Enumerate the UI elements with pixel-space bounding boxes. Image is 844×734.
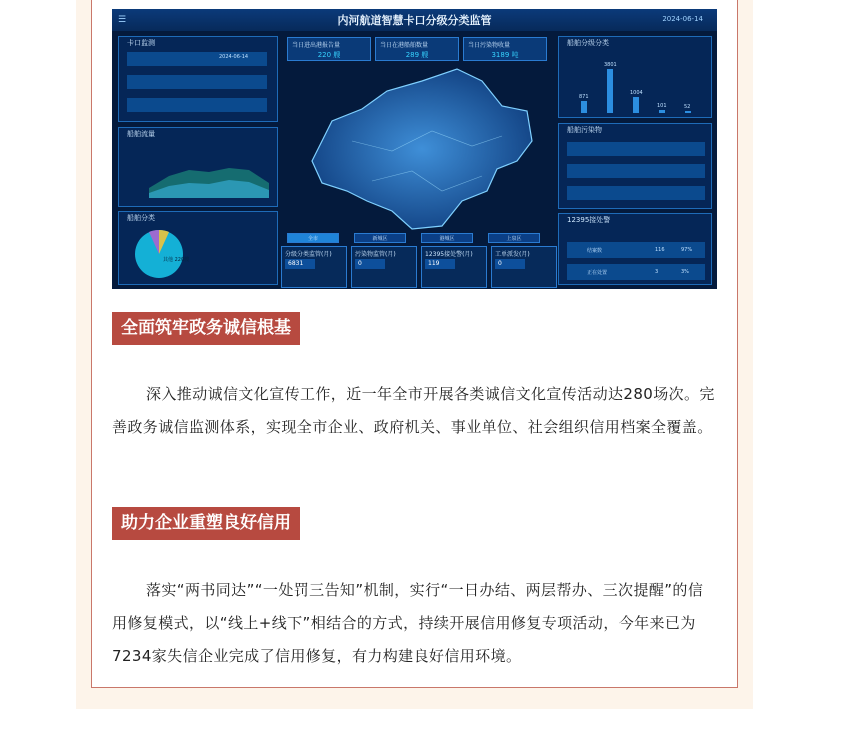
section-heading: 助力企业重塑良好信用 [112,507,300,540]
panel-title: 船舶分级分类 [567,39,609,47]
list-item [567,164,705,178]
bar [581,101,587,113]
kpi-label: 当日进出港报告量 [292,42,341,49]
row-label: 正在处置 [587,270,608,276]
pollution-panel [558,123,712,209]
dashboard-title: 内河航道智慧卡口分级分类监管 [337,14,492,27]
flow-chart [119,128,279,208]
checkpoint-time: 2024-06-14 [219,54,249,60]
list-item [567,242,705,258]
hotline-panel [558,213,712,285]
bar [633,97,639,113]
stat-label: 污染物监管(月) [355,251,396,258]
stat-label: 12395接处警(月) [425,251,473,258]
stat-card [281,246,347,288]
panel-title: 船舶流量 [127,130,155,138]
stat-card [421,246,487,288]
row-count: 116 [655,247,665,253]
tab-district[interactable]: 上泉区 [488,233,540,243]
row-count: 3 [655,269,659,275]
row-label: 结案数 [587,248,603,254]
kpi-label: 当日在港船舶数量 [380,42,429,49]
bar [685,111,691,113]
bar-label: 871 [579,94,589,100]
tab-district[interactable]: 港城区 [421,233,473,243]
panel-title: 卡口监测 [127,39,155,47]
bar-label: 101 [657,103,667,109]
flow-panel [118,127,278,207]
row-pct: 97% [681,247,693,253]
bar-chart [571,59,701,113]
kpi-value: 289 艘 [405,51,429,59]
stat-value: 6831 [285,259,315,269]
stat-value: 0 [355,259,385,269]
list-item [567,186,705,200]
stat-label: 工单派发(月) [495,251,530,258]
dashboard-date: 2024-06-14 [662,15,703,23]
list-item [127,98,267,112]
stat-card [491,246,557,288]
panel-title: 船舶污染物 [567,126,602,134]
stat-value: 0 [495,259,525,269]
list-item [127,75,267,89]
bar [659,110,665,113]
bar-label: 3801 [604,62,617,68]
panel-title: 12395接处警 [567,216,611,224]
section-paragraph: 深入推动诚信文化宣传工作，近一年全市开展各类诚信文化宣传活动达280场次。完善政务诚信监测体系，实现全市企业、政府机关、事业单位、社会组织信用档案全覆盖。 [112,385,715,436]
list-item [567,264,705,280]
tab-all[interactable]: 全市 [287,233,339,243]
tab-district[interactable]: 新城区 [354,233,406,243]
section-heading: 全面筑牢政务诚信根基 [112,312,300,345]
distribution-panel [558,36,712,118]
menu-icon: ☰ [118,15,127,25]
dashboard-screenshot [112,9,717,289]
checkpoint-panel [118,36,278,122]
list-item [567,142,705,156]
pie-label: 其他 220艘 [163,257,190,263]
section-paragraph: 落实“两书同达”“一处罚三告知”机制，实行“一日办结、两层帮办、三次提醒”的信用修复模式，以“线上+线下”相结合的方式，持续开展信用修复专项活动，今年来已为7234家失信企业完成了信用修复，有力构建良好信用环境。 [112,581,704,665]
kpi-value: 3189 吨 [491,51,519,59]
stat-card [351,246,417,288]
kpi-label: 当日污染物收量 [468,42,511,49]
bar-label: 1004 [630,90,643,96]
stat-value: 119 [425,259,455,269]
stat-label: 分级分类监管(月) [285,251,332,258]
row-pct: 3% [681,269,689,275]
dashboard-header [112,9,717,31]
bar [607,69,613,113]
bar-label: 52 [684,104,691,110]
panel-title: 船舶分类 [127,214,155,222]
pie-chart [131,224,191,284]
kpi-value: 220 艘 [317,51,341,59]
region-map [292,51,552,236]
classify-panel [118,211,278,285]
